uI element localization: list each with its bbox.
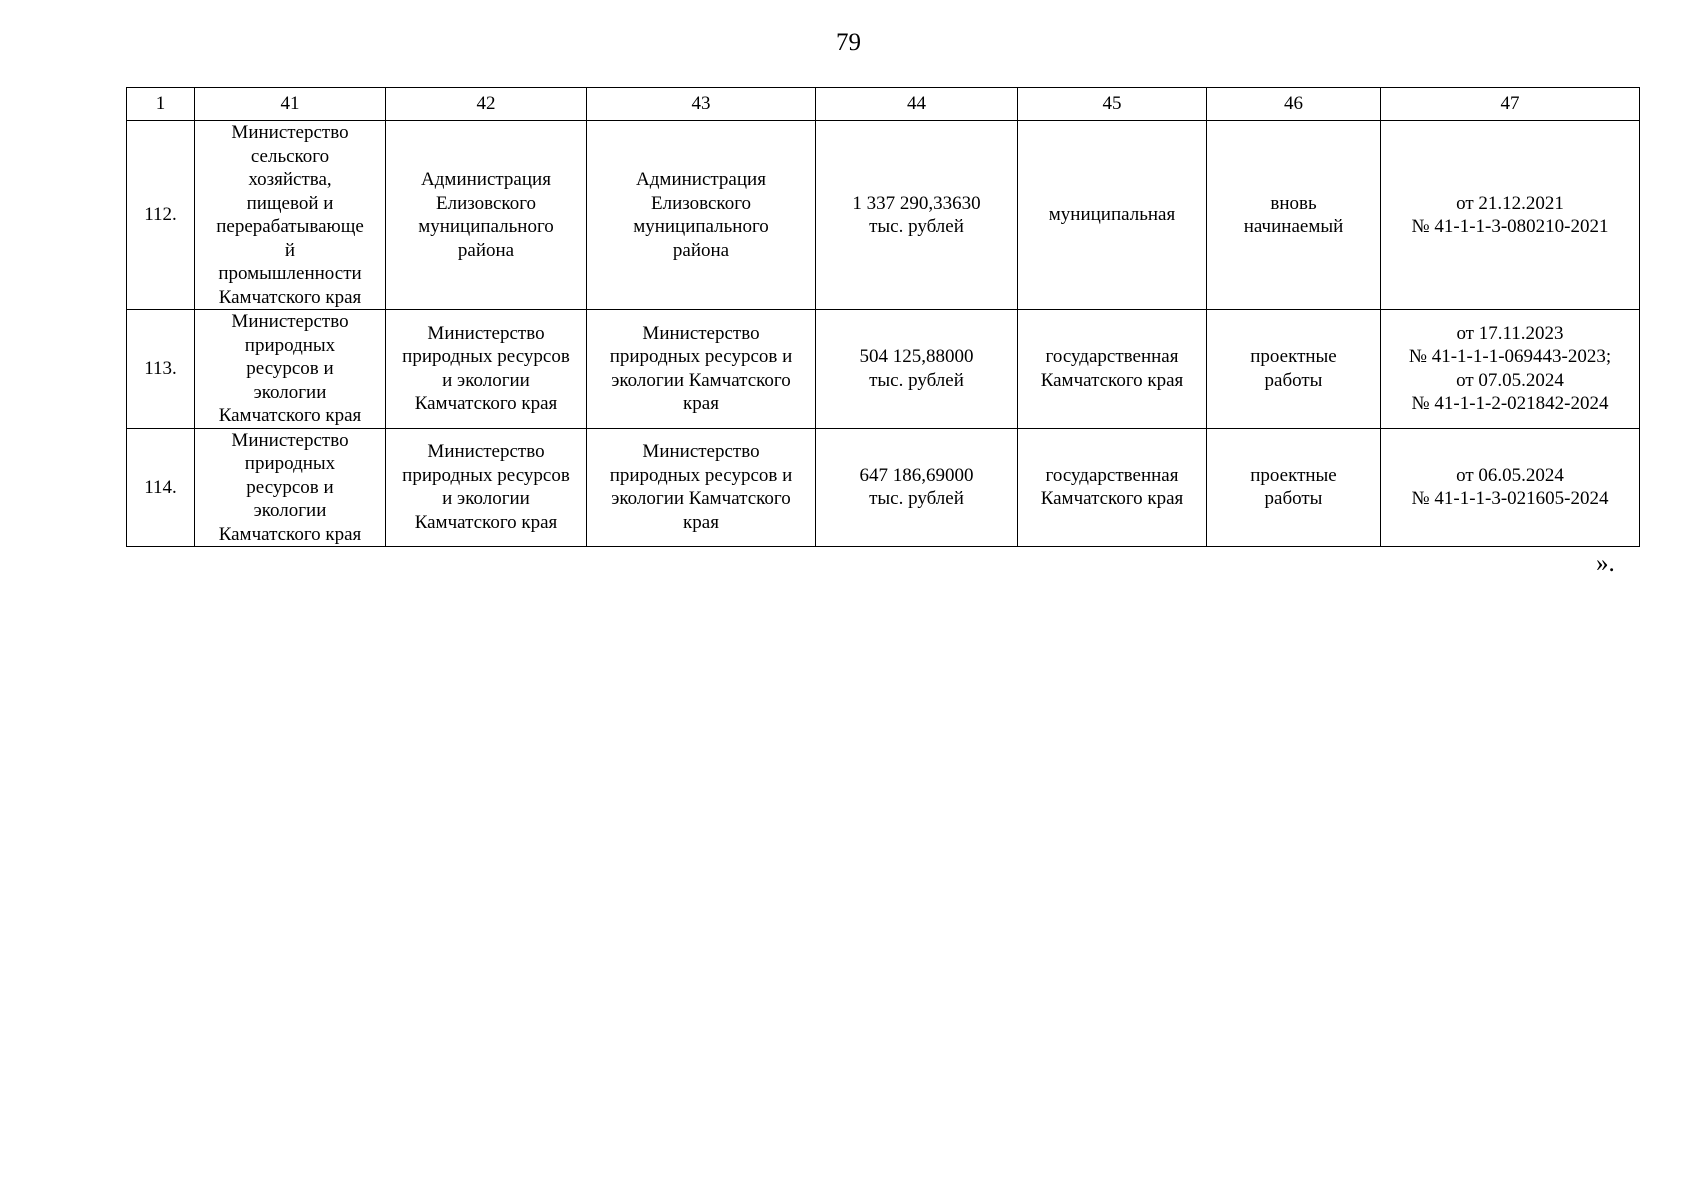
status-cell: проектные работы [1207,428,1381,547]
column-header: 44 [816,88,1018,121]
registry-table [126,87,1640,547]
status-cell: проектные работы [1207,310,1381,429]
column-header: 46 [1207,88,1381,121]
row-number-cell: 114. [127,428,195,547]
ownership-cell: государственная Камчатского края [1018,428,1207,547]
column-header: 42 [386,88,587,121]
ownership-cell: муниципальная [1018,121,1207,310]
row-number-cell: 112. [127,121,195,310]
ministry-cell: Министерство природных ресурсов и экологии Камчатского края [195,310,386,429]
developer-cell: Администрация Елизовского муниципального района [386,121,587,310]
conclusion-cell: от 21.12.2021 № 41-1-1-3-080210-2021 [1381,121,1640,310]
customer-cell: Министерство природных ресурсов и экологии Камчатского края [587,428,816,547]
table-row [127,310,1640,429]
closing-quote-mark: ». [1596,550,1615,577]
status-cell: вновь начинаемый [1207,121,1381,310]
developer-cell: Министерство природных ресурсов и экологии Камчатского края [386,428,587,547]
table-header-row [127,88,1640,121]
cost-cell: 504 125,88000 тыс. рублей [816,310,1018,429]
column-header: 43 [587,88,816,121]
customer-cell: Министерство природных ресурсов и экологии Камчатского края [587,310,816,429]
ministry-cell: Министерство природных ресурсов и экологии Камчатского края [195,428,386,547]
conclusion-cell: от 06.05.2024 № 41-1-1-3-021605-2024 [1381,428,1640,547]
cost-cell: 647 186,69000 тыс. рублей [816,428,1018,547]
developer-cell: Министерство природных ресурсов и экологии Камчатского края [386,310,587,429]
column-header: 45 [1018,88,1207,121]
conclusion-cell: от 17.11.2023 № 41-1-1-1-069443-2023; от 07.05.2024 № 41-1-1-2-021842-2024 [1381,310,1640,429]
column-header: 1 [127,88,195,121]
column-header: 47 [1381,88,1640,121]
ownership-cell: государственная Камчатского края [1018,310,1207,429]
customer-cell: Администрация Елизовского муниципального района [587,121,816,310]
table-row [127,428,1640,547]
cost-cell: 1 337 290,33630 тыс. рублей [816,121,1018,310]
ministry-cell: Министерство сельского хозяйства, пищевой и перерабатывающе й промышленности Камчатского края [195,121,386,310]
column-header: 41 [195,88,386,121]
page-number: 79 [836,29,861,56]
table-row [127,121,1640,310]
row-number-cell: 113. [127,310,195,429]
